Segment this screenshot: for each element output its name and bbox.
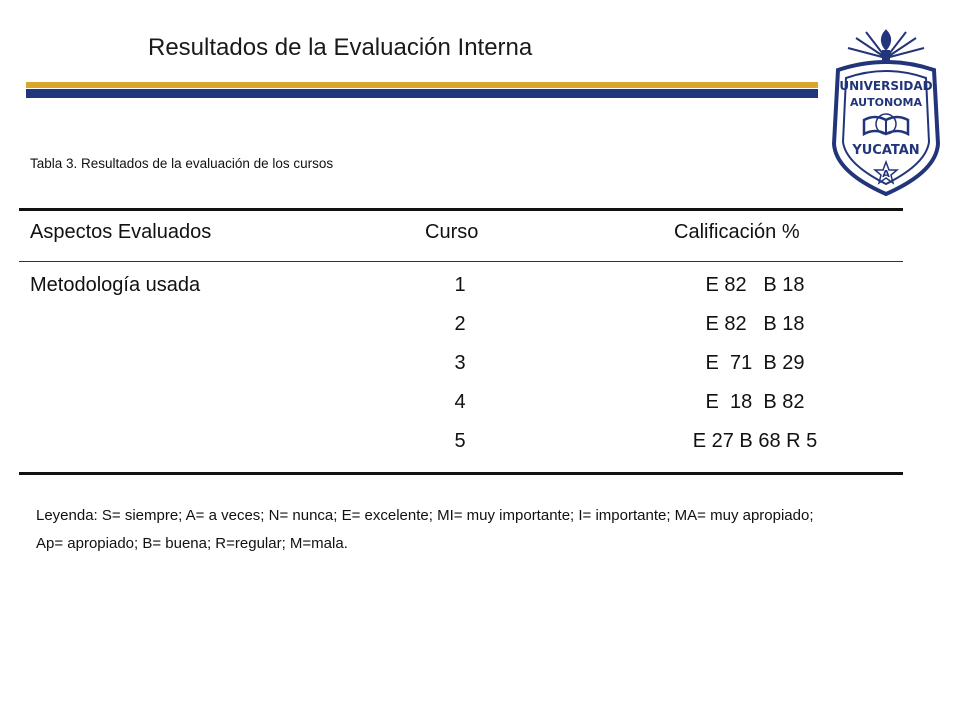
- table-rule-header: [19, 261, 903, 262]
- header-calificacion: Calificación %: [674, 221, 800, 243]
- university-crest-icon: [826, 24, 946, 198]
- crest-text-autonoma: AUTONOMA: [850, 96, 922, 109]
- curso-cell: 5: [454, 430, 466, 452]
- calificacion-cell: E 71 B 29: [705, 352, 805, 374]
- curso-cell: 2: [454, 313, 466, 335]
- header-band-navy: [26, 89, 818, 98]
- crest-text-a: A: [882, 169, 890, 180]
- calificacion-cell: E 82 B 18: [705, 313, 805, 335]
- curso-cell: 4: [454, 391, 466, 413]
- calificacion-cell: E 82 B 18: [705, 274, 805, 296]
- header-aspectos: Aspectos Evaluados: [30, 221, 212, 243]
- header-curso: Curso: [425, 221, 479, 243]
- crest-text-universidad: UNIVERSIDAD: [839, 79, 933, 93]
- crest-text-yucatan: YUCATAN: [852, 143, 920, 158]
- table-caption: Tabla 3. Resultados de la evaluación de los cursos: [30, 156, 334, 171]
- calificacion-column: [655, 273, 855, 468]
- calificacion-cell: E 27 B 68 R 5: [692, 430, 818, 452]
- table-rule-bottom: [19, 472, 903, 475]
- aspect-cell: Metodología usada: [30, 274, 201, 296]
- curso-cell: 1: [454, 274, 466, 296]
- curso-cell: 3: [454, 352, 466, 374]
- header-band-gold: [26, 82, 818, 88]
- calificacion-cell: E 18 B 82: [705, 391, 805, 413]
- curso-column: [440, 273, 480, 468]
- slide-title: Resultados de la Evaluación Interna: [148, 34, 533, 61]
- legend-text: Leyenda: S= siempre; A= a veces; N= nunca; E= excelente; MI= muy importante; I= importante; MA= muy apropiado; Ap= apropiado; B= buena; R=regular; M=mala.: [36, 507, 814, 552]
- table-rule-top: [19, 208, 903, 211]
